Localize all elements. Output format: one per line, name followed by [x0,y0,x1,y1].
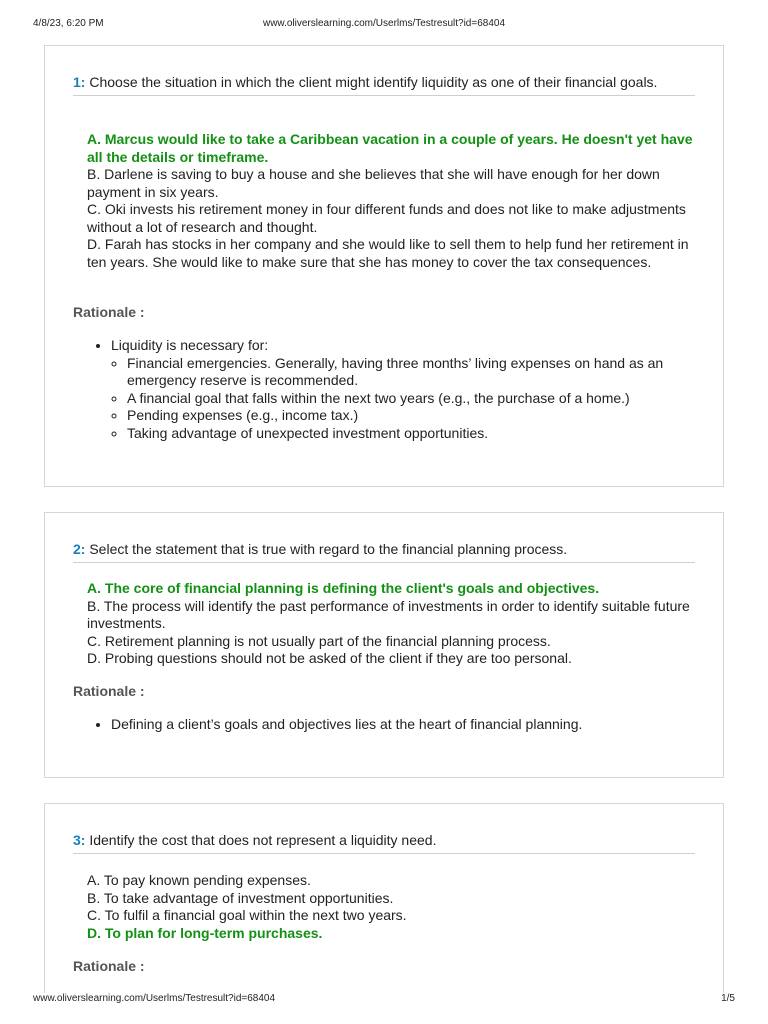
rationale-lead: Liquidity is necessary for: [111,337,269,353]
answer-option-a-correct: A. Marcus would like to take a Caribbean vacation in a couple of years. He doesn't yet have all the details or timeframe. [87,131,693,165]
question-heading [73,74,695,96]
rationale-subitem: ◦ A financial goal that falls within the next two years (e.g., the purchase of a home.) [127,390,695,408]
answer-option-d-correct: D. To plan for long-term purchases. [87,924,323,941]
print-header [33,18,735,32]
rationale-list [89,716,695,734]
question-text: Select the statement that is true with regard to the financial planning process. [89,541,568,557]
question-card-2 [44,512,724,778]
answer-option-c: C. To fulfil a financial goal within the next two years. [87,907,407,923]
footer-url: www.oliverslearning.com/Userlms/Testresult?id=68404 [33,993,276,1004]
question-text: Identify the cost that does not represent a liquidity need. [89,832,437,848]
rationale-item [111,337,695,442]
question-text: Choose the situation in which the client might identify liquidity as one of their financial goals. [89,74,658,90]
print-datetime: 4/8/23, 6:20 PM [33,18,104,29]
print-url: www.oliverslearning.com/Userlms/Testresult?id=68404 [262,18,506,29]
answer-list [87,872,695,942]
answer-option-d: D. Probing questions should not be asked of the client if they are too personal. [87,650,572,666]
rationale-subitem: ◦ Financial emergencies. Generally, having three months’ living expenses on hand as an emergency reserve is recommended. [127,355,695,390]
question-card-1 [44,45,724,487]
question-number: 2: [73,541,86,557]
answer-list [87,580,695,668]
rationale-label: Rationale : [73,683,145,699]
answer-option-c: C. Oki invests his retirement money in four different funds and does not like to make adjustments without a lot of research and thought. [87,201,686,235]
rationale-subitem: ◦ Pending expenses (e.g., income tax.) [127,407,695,425]
question-card-3 [44,803,724,993]
rationale-label: Rationale : [73,958,145,974]
question-number: 3: [73,832,86,848]
answer-option-a-correct: A. The core of financial planning is defining the client's goals and objectives. [87,580,600,596]
rationale-item: • Defining a client’s goals and objectives lies at the heart of financial planning. [111,716,695,734]
rationale-sublist [111,355,695,443]
rationale-list [89,337,695,442]
rationale-subitem: ◦ Taking advantage of unexpected investment opportunities. [127,425,695,443]
answer-option-a: A. To pay known pending expenses. [87,872,311,888]
answer-option-c: C. Retirement planning is not usually part of the financial planning process. [87,632,551,649]
question-number: 1: [73,74,86,90]
rationale-label: Rationale : [73,304,145,320]
answer-list [87,131,695,271]
answer-option-b: B. The process will identify the past performance of investments in order to identify suitable future investments. [87,597,690,631]
question-heading [73,832,695,854]
answer-option-b: B. To take advantage of investment opportunities. [87,889,394,906]
answer-option-b: B. Darlene is saving to buy a house and she believes that she will have enough for her down payment in six years. [87,166,660,200]
page-number: 1/5 [721,993,735,1004]
print-footer [33,993,735,1007]
answer-option-d: D. Farah has stocks in her company and she would like to sell them to help fund her retirement in ten years. She would like to make sure that she has money to cover the tax consequences. [87,236,689,270]
question-heading [73,541,695,563]
